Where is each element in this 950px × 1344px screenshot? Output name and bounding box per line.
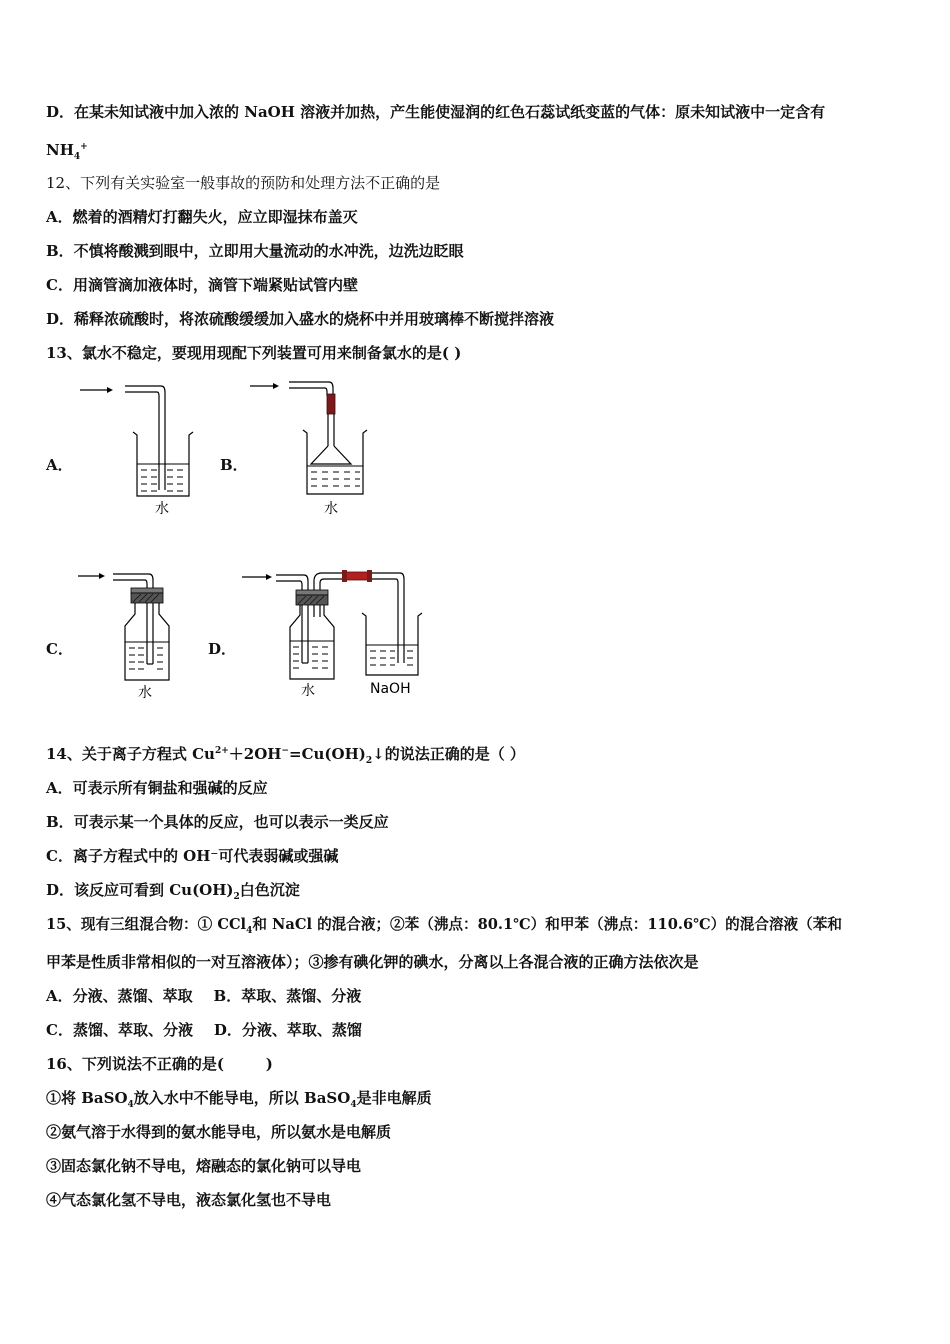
apparatus-d-diagram xyxy=(238,565,438,710)
q13-label-d: D． xyxy=(208,640,237,658)
q16-statement-2: ②氨气溶于水得到的氨水能导电，所以氨水是电解质 xyxy=(46,1123,392,1141)
subscript: 4 xyxy=(127,1100,134,1110)
q14-option-b: B．可表示某一个具体的反应，也可以表示一类反应 xyxy=(46,813,389,831)
q16-statement-text: 放入水中不能导电，所以 BaSO xyxy=(133,1089,351,1107)
q16-statement-text: ①将 BaSO xyxy=(46,1089,128,1107)
water-label: 水 xyxy=(324,501,338,517)
q16-stem: 16、下列说法不正确的是( ) xyxy=(46,1055,273,1073)
q15-stem-line1 xyxy=(46,915,842,935)
q16-statement-3: ③固态氯化钠不导电，熔融态的氯化钠可以导电 xyxy=(46,1157,362,1175)
water-label: 水 xyxy=(138,685,152,701)
subscript: 4 xyxy=(246,925,253,936)
naoh-label: NaOH xyxy=(370,681,411,697)
q14-stem-text: ＋2OH xyxy=(228,745,282,763)
q13-label-b: B． xyxy=(220,456,248,474)
superscript: + xyxy=(80,142,88,152)
formula-nh4: NH xyxy=(46,141,74,159)
q11-option-d: D．在某未知试液中加入浓的 NaOH 溶液并加热，产生能使湿润的红色石蕊试纸变蓝的气体：原未知试液中一定含有 xyxy=(46,103,826,121)
water-label: 水 xyxy=(155,501,169,517)
q15-stem-line2: 甲苯是性质非常相似的一对互溶液体）；③掺有碘化钾的碘水，分离以上各混合液的正确方法依次是 xyxy=(46,953,699,971)
q16-statement-1 xyxy=(46,1088,432,1108)
subscript: 2 xyxy=(233,892,240,902)
q16-statement-4: ④气态氯化氢不导电，液态氯化氢也不导电 xyxy=(46,1191,332,1209)
q16-statement-text: 是非电解质 xyxy=(356,1089,432,1107)
q14-stem-text: =Cu(OH) xyxy=(289,745,366,763)
q14-option-d xyxy=(46,880,300,900)
apparatus-a-diagram xyxy=(75,380,195,520)
q14-stem xyxy=(46,744,525,764)
q14-stem-text: 14、关于离子方程式 Cu xyxy=(46,745,215,763)
q12-stem: 12、下列有关实验室一般事故的预防和处理方法不正确的是 xyxy=(46,174,441,192)
subscript: 2 xyxy=(365,756,373,766)
q14-option-d-text: D．该反应可看到 Cu(OH) xyxy=(46,881,234,899)
q15-stem-text: 和 NaCl 的混合液；②苯（沸点：80.1℃）和甲苯（沸点：110.6℃）的混合溶液（苯和 xyxy=(252,916,842,933)
q12-option-b: B．不慎将酸溅到眼中，立即用大量流动的水冲洗，边洗边眨眼 xyxy=(46,242,464,260)
superscript: − xyxy=(281,746,289,756)
q14-option-c: C．离子方程式中的 OH⁻可代表弱碱或强碱 xyxy=(46,847,339,865)
subscript: 4 xyxy=(350,1100,357,1110)
q12-option-d: D．稀释浓硫酸时，将浓硫酸缓缓加入盛水的烧杯中并用玻璃棒不断搅拌溶液 xyxy=(46,310,555,328)
q14-option-a: A．可表示所有铜盐和强碱的反应 xyxy=(46,779,268,797)
superscript: 2+ xyxy=(214,746,229,756)
q15-options-ab: A．分液、蒸馏、萃取 B．萃取、蒸馏、分液 xyxy=(46,987,362,1005)
apparatus-b-diagram xyxy=(245,378,375,523)
subscript: 4 xyxy=(73,152,81,162)
q13-label-a: A． xyxy=(46,456,73,474)
water-label: 水 xyxy=(301,683,315,699)
q15-stem-text: 15、现有三组混合物：① CCl xyxy=(46,916,247,933)
q13-label-c: C． xyxy=(46,640,73,658)
q11-option-d-tail xyxy=(46,140,88,160)
q15-options-cd: C．蒸馏、萃取、分液 D．分液、萃取、蒸馏 xyxy=(46,1021,362,1039)
q12-option-c: C．用滴管滴加液体时，滴管下端紧贴试管内壁 xyxy=(46,276,358,294)
q13-stem: 13、氯水不稳定，要现用现配下列装置可用来制备氯水的是( ) xyxy=(46,344,462,362)
apparatus-c-diagram xyxy=(75,568,195,708)
q14-stem-text: ↓的说法正确的是（ ） xyxy=(372,745,525,763)
q14-option-d-text: 白色沉淀 xyxy=(239,881,300,899)
q12-option-a: A．燃着的酒精灯打翻失火，应立即湿抹布盖灭 xyxy=(46,208,358,226)
